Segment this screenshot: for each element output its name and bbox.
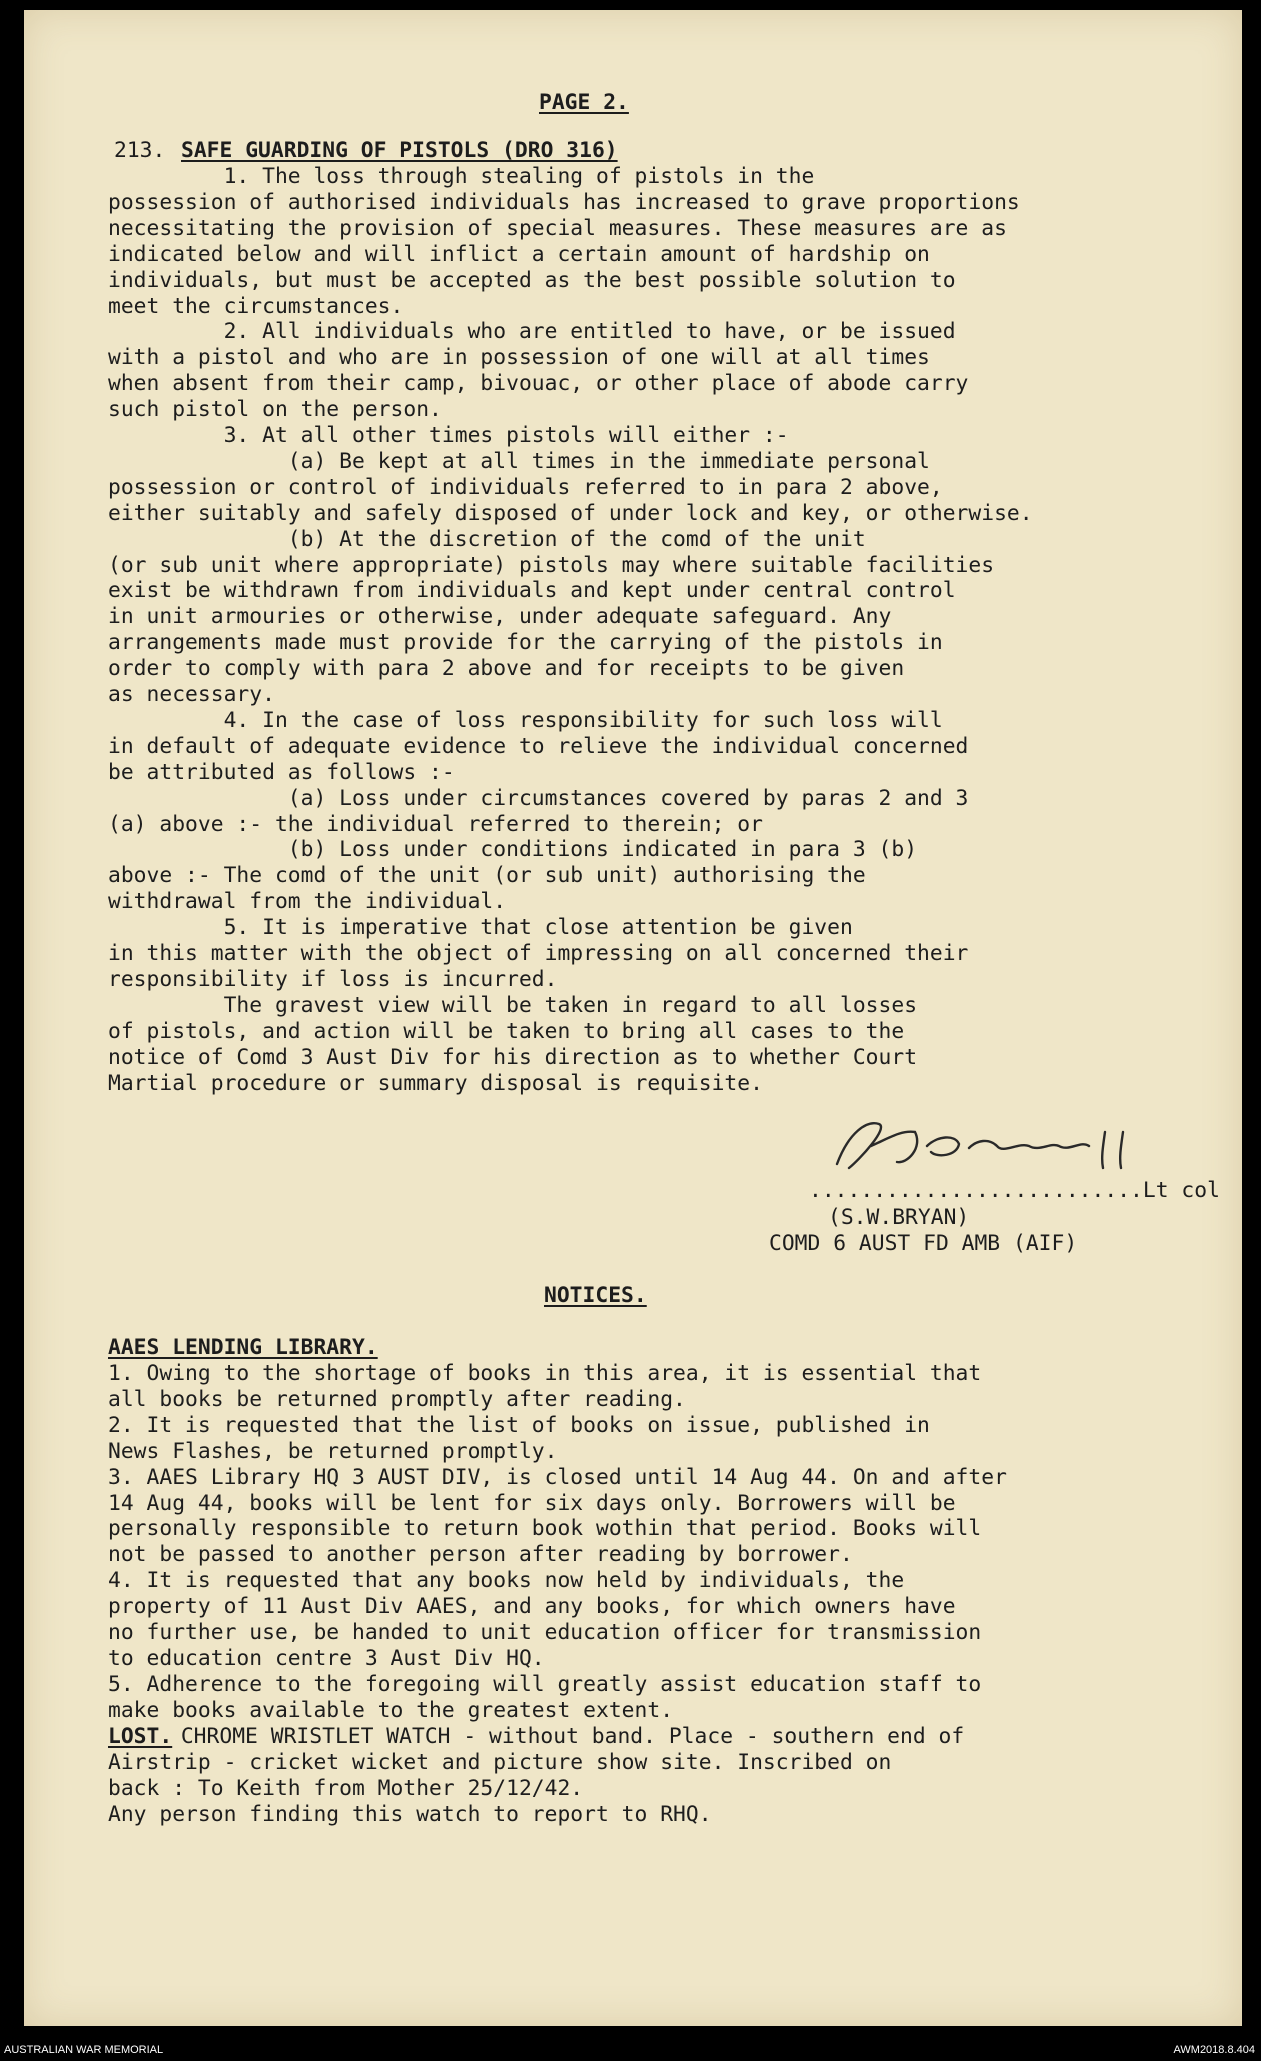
text-line: 3. At all other times pistols will either :- — [108, 423, 789, 448]
text-line: 1. The loss through stealing of pistols in the — [108, 164, 815, 189]
text-line: possession of authorised individuals has increased to grave proportions — [108, 189, 1020, 215]
text-line: Martial procedure or summary disposal is requisite. — [108, 1070, 763, 1096]
text-line: in this matter with the object of impressing on all concerned their — [108, 941, 969, 966]
text-line: notice of Comd 3 Aust Div for his direction as to whether Court — [108, 1044, 918, 1070]
text-line: possession or control of individuals referred to in para 2 above, — [108, 474, 943, 500]
text-line: 3. AAES Library HQ 3 AUST DIV, is closed until 14 Aug 44. On and after — [108, 1464, 1007, 1490]
footer-accession: AWM2018.8.404 — [1173, 2044, 1255, 2056]
text-line: withdrawal from the individual. — [108, 889, 507, 915]
text-line: (a) Be kept at all times in the immediate personal — [108, 448, 930, 474]
text-line: with a pistol and who are in possession of one will at all times — [108, 345, 930, 371]
text-line: above :- The comd of the unit (or sub unit) authorising the — [108, 863, 866, 889]
library-title: AAES LENDING LIBRARY. — [108, 1335, 378, 1360]
text-line: order to comply with para 2 above and for receipts to be given — [108, 656, 905, 682]
text-line: of pistols, and action will be taken to bring all cases to the — [108, 1018, 905, 1044]
text-line: 4. It is requested that any books now held by individuals, the — [108, 1568, 905, 1594]
text-line: 5. Adherence to the foregoing will greatly assist education staff to — [108, 1671, 982, 1697]
text-line: be attributed as follows :- — [108, 759, 455, 785]
text-line: personally responsible to return book wothin that period. Books will — [108, 1516, 982, 1542]
text-line: back : To Keith from Mother 25/12/42. — [108, 1775, 584, 1801]
text-line: either suitably and safely disposed of under lock and key, or otherwise. — [108, 500, 1033, 526]
text-line: 5. It is imperative that close attention be given — [108, 915, 853, 941]
text-line: individuals, but must be accepted as the best possible solution to — [108, 267, 956, 293]
text-line: 4. In the case of loss responsibility for such loss will — [108, 707, 943, 733]
text-line: no further use, be handed to unit education officer for transmission — [108, 1620, 982, 1645]
text-line: 14 Aug 44, books will be lent for six days only. Borrowers will be — [108, 1490, 956, 1516]
text-line: Airstrip - cricket wicket and picture show site. Inscribed on — [108, 1749, 892, 1775]
text-line: all books be returned promptly after reading. — [108, 1386, 686, 1412]
text-line: not be passed to another person after reading by borrower. — [108, 1542, 853, 1568]
text-line: CHROME WRISTLET WATCH - without band. Place - southern end of — [168, 1724, 965, 1749]
text-line: property of 11 Aust Div AAES, and any books, for which owners have — [108, 1594, 956, 1620]
page-heading: PAGE 2. — [539, 90, 629, 115]
text-line: (or sub unit where appropriate) pistols may where suitable facilities — [108, 552, 995, 578]
document-page — [24, 10, 1242, 2026]
text-line: (a) Loss under circumstances covered by paras 2 and 3 — [108, 785, 969, 811]
text-line: The gravest view will be taken in regard to all losses — [108, 992, 918, 1018]
section-number: 213. — [114, 138, 166, 163]
text-line: such pistol on the person. — [108, 397, 442, 423]
text-line: 2. All individuals who are entitled to have, or be issued — [108, 319, 956, 345]
text-line: (b) At the discretion of the comd of the unit — [108, 526, 866, 552]
text-line: make books available to the greatest extent. — [108, 1697, 674, 1723]
signature-rank: ..........................Lt col — [809, 1178, 1220, 1203]
signatory-name: (S.W.BRYAN) — [828, 1205, 970, 1230]
text-line: as necessary. — [108, 682, 275, 707]
text-line: in unit armouries or otherwise, under adequate safeguard. Any — [108, 604, 892, 630]
text-line: 1. Owing to the shortage of books in this area, it is essential that — [108, 1361, 982, 1386]
footer-credit: AUSTRALIAN WAR MEMORIAL — [4, 2044, 164, 2056]
text-line: to education centre 3 Aust Div HQ. — [108, 1645, 545, 1671]
text-line: arrangements made must provide for the carrying of the pistols in — [108, 630, 943, 656]
text-line: when absent from their camp, bivouac, or other place of abode carry — [108, 371, 969, 397]
text-line: News Flashes, be returned promptly. — [108, 1438, 558, 1464]
text-line: Any person finding this watch to report to RHQ. — [108, 1801, 712, 1827]
text-line: responsibility if loss is incurred. — [108, 966, 558, 992]
section-title: SAFE GUARDING OF PISTOLS (DRO 316) — [181, 138, 618, 163]
signatory-appointment: COMD 6 AUST FD AMB (AIF) — [769, 1231, 1078, 1256]
text-line: (b) Loss under conditions indicated in para 3 (b) — [108, 837, 918, 863]
text-line: (a) above :- the individual referred to therein; or — [108, 811, 763, 837]
footer — [0, 2036, 1261, 2061]
signature-image — [819, 1102, 1159, 1182]
text-line: 2. It is requested that the list of books on issue, published in — [108, 1412, 930, 1438]
text-line: indicated below and will inflict a certain amount of hardship on — [108, 241, 930, 267]
text-line: meet the circumstances. — [108, 293, 404, 319]
text-line: in default of adequate evidence to relieve the individual concerned — [108, 733, 969, 759]
notices-heading: NOTICES. — [544, 1283, 647, 1308]
text-line: necessitating the provision of special measures. These measures are as — [108, 215, 1007, 241]
lost-label: LOST. — [108, 1724, 173, 1749]
text-line: exist be withdrawn from individuals and kept under central control — [108, 578, 956, 604]
